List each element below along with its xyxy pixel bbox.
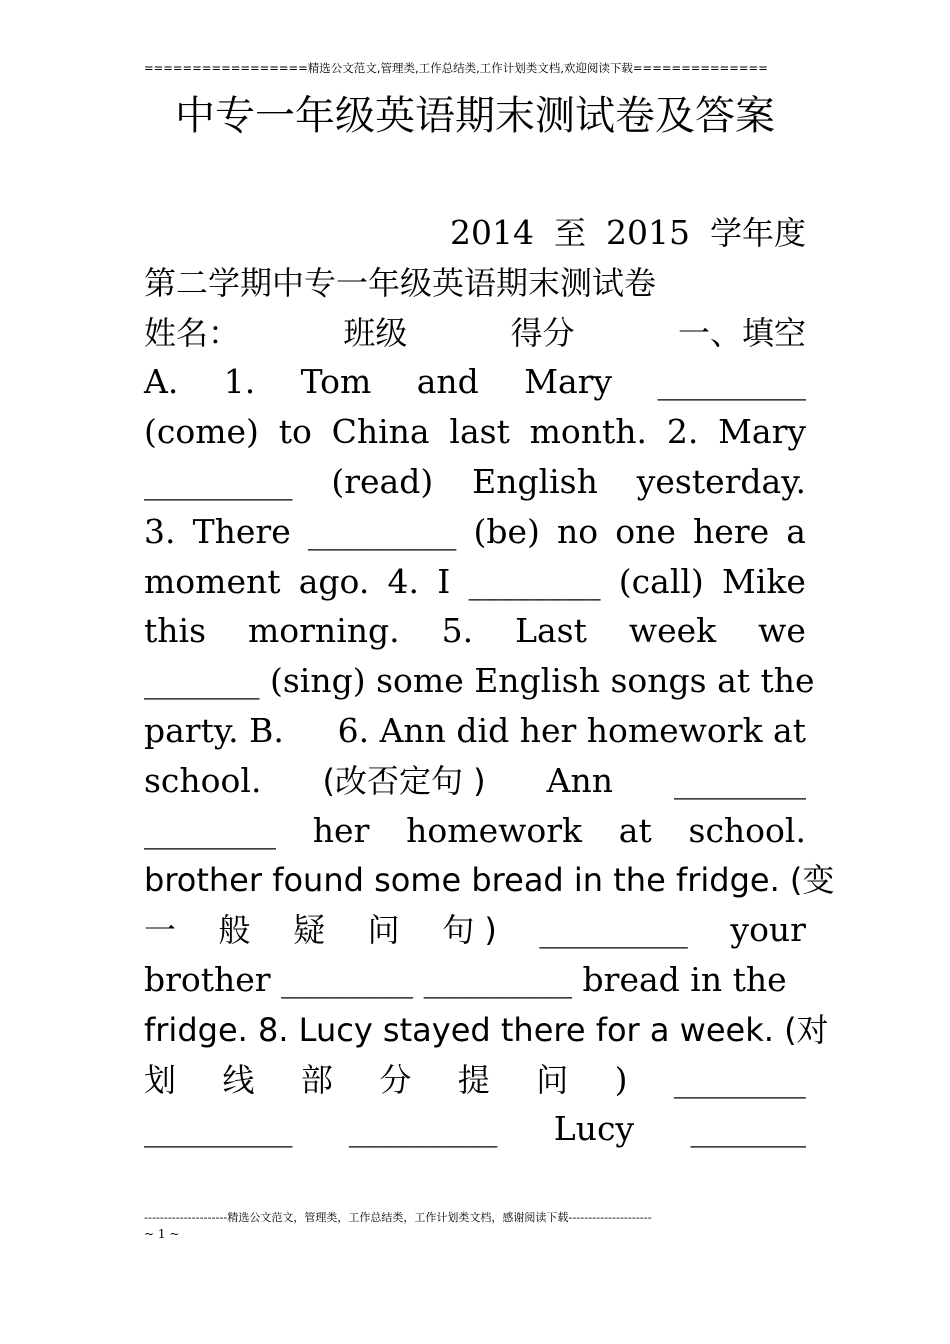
page-footer: ---------------------精选公文范文，管理类，工作总结类，工作计划类文档，感谢阅读下载--------------------- (144, 1211, 652, 1224)
body-text: _________ (307, 511, 457, 551)
body-text: Mary (718, 412, 806, 452)
body-text: 问 (536, 1060, 569, 1099)
body-text: 学年度 (709, 214, 806, 252)
body-text: 6. Ann did her homework at (337, 711, 806, 750)
body-text: Mike (722, 561, 806, 601)
body-text: 5. (441, 611, 474, 651)
body-text: party. B. (144, 711, 284, 750)
body-line (144, 1005, 829, 1055)
body-text: Mary (524, 362, 613, 402)
body-line (144, 258, 806, 308)
body-line (144, 357, 806, 407)
body-text: 姓名： (144, 313, 241, 352)
body-text: 班级 (343, 313, 408, 352)
document-title: 中专一年级英语期末测试卷及答案 (175, 93, 775, 139)
body-text: 得分 (510, 313, 575, 352)
body-text: Tom (300, 362, 372, 402)
body-text: brother found some bread in the fridge. (变 (144, 861, 835, 900)
body-text: _________ (539, 910, 688, 950)
body-text: no (557, 511, 599, 551)
body-text: at (618, 810, 652, 850)
body-text: ________ (144, 810, 276, 850)
body-text: fridge. 8. Lucy stayed there for a week. (对 (144, 1010, 829, 1049)
body-line (144, 457, 806, 507)
body-text: 2015 (606, 213, 690, 252)
body-text: school. (144, 760, 262, 800)
body-text: ________ (673, 1059, 806, 1099)
body-text: 提 (457, 1060, 490, 1099)
body-text: (read) (331, 462, 434, 501)
body-text: 句 ) (442, 911, 497, 950)
body-text: 1. (223, 362, 256, 402)
body-line (144, 507, 806, 557)
body-text: yesterday. (636, 462, 806, 501)
body-text: 疑 (293, 911, 326, 950)
body-text: 4. (387, 561, 420, 601)
body-text: a (786, 511, 806, 551)
body-text: here (693, 511, 770, 551)
body-text: to (278, 412, 312, 452)
body-line (144, 806, 806, 856)
body-text: school. (688, 810, 806, 850)
body-text: ago. (298, 561, 370, 601)
body-text: her (312, 810, 370, 850)
body-line (144, 606, 806, 656)
body-text: 至 (553, 214, 586, 252)
body-text: 2014 (450, 213, 534, 252)
body-text: 分 (379, 1060, 412, 1099)
body-text: 2. (666, 412, 699, 452)
body-text: brother ________ _________ bread in the (144, 960, 787, 999)
body-text: _________ (144, 462, 293, 501)
page-number: ~ 1 ~ (144, 1227, 180, 1241)
body-text: last (449, 412, 510, 452)
body-text: morning. (248, 611, 400, 651)
body-text: 问 (367, 911, 400, 950)
body-text: this (144, 611, 207, 651)
body-line (144, 407, 806, 457)
body-text: Last (515, 611, 587, 651)
body-text: _________ (144, 1109, 293, 1149)
body-text: 一 (144, 911, 177, 950)
body-text: _______ (690, 1109, 806, 1149)
body-line (144, 208, 806, 258)
body-text: ) (614, 1059, 628, 1099)
body-text: 3. (144, 511, 176, 551)
body-text: one (615, 511, 676, 551)
body-text: China (331, 412, 430, 452)
body-text: 第二学期中专一年级英语期末测试卷 (144, 263, 657, 302)
body-line (144, 656, 815, 706)
body-text: 般 (218, 911, 251, 950)
body-text: ________ (674, 760, 806, 800)
body-text: _______ (sing) some English songs at the (144, 661, 815, 701)
body-text: Ann (546, 760, 613, 800)
body-text: A. (144, 362, 179, 402)
body-line (144, 1104, 806, 1154)
body-line (144, 308, 806, 358)
body-text: Lucy (553, 1109, 635, 1149)
page-header: =================精选公文范文,管理类,工作总结类,工作计划类文档,欢迎阅读下载============== (144, 61, 768, 75)
body-text: (call) (618, 561, 704, 601)
body-text: and (416, 362, 479, 402)
body-line (144, 905, 806, 955)
body-text: 划 (144, 1060, 177, 1099)
body-text: we (758, 611, 806, 651)
body-line (144, 557, 806, 607)
body-text: There (192, 511, 291, 551)
body-text: English (472, 462, 598, 501)
body-text: week (628, 611, 717, 651)
body-text: (come) (144, 412, 259, 452)
body-line (144, 855, 835, 905)
body-text: I (437, 561, 451, 601)
body-text: ________ (468, 561, 601, 601)
body-text: homework (406, 810, 582, 850)
body-text: _________ (657, 362, 806, 402)
body-line (144, 756, 806, 806)
body-text: month. (529, 412, 648, 452)
body-text: your (730, 910, 806, 950)
body-text: moment (144, 561, 281, 601)
body-line (144, 706, 806, 756)
body-text: 线 (222, 1060, 255, 1099)
body-text: _________ (348, 1109, 498, 1149)
body-text: (改否定句 ) (322, 761, 486, 800)
body-text: 部 (300, 1060, 333, 1099)
body-line (144, 1055, 806, 1105)
body-line (144, 955, 806, 1005)
body-text: (be) (473, 511, 540, 551)
body-text: 一、填空 (677, 313, 806, 352)
